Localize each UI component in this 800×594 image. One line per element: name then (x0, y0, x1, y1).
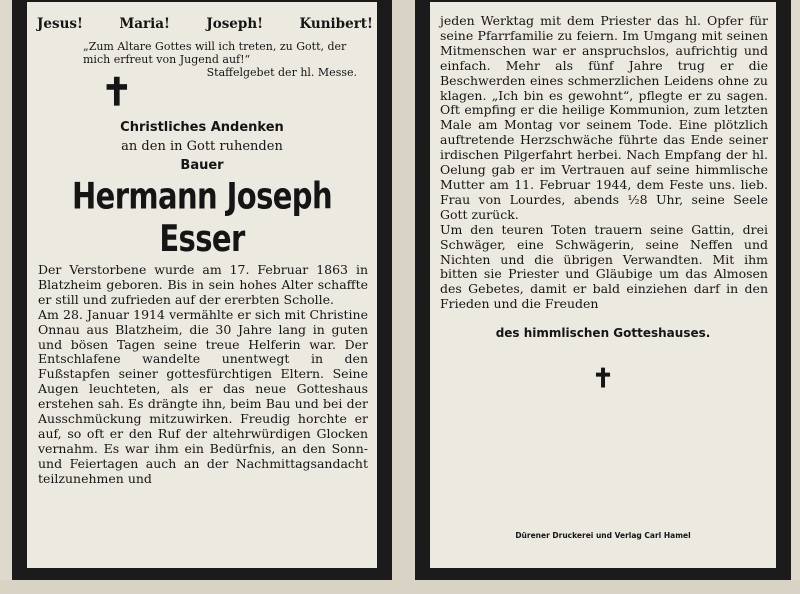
invocation-header (27, 2, 377, 32)
closing-line: des himmlischen Gotteshauses. (495, 326, 711, 341)
card-fold (392, 0, 415, 594)
intro-block (27, 118, 377, 175)
motto-source: Staffelgebet der hl. Messe. (206, 66, 357, 79)
cross-icon: ✝ (592, 364, 614, 395)
biography-paragraph: Am 28. Januar 1914 vermählte er sich mit Christine Onnau aus Blatzheim, die 30 Jahre lang in guten und bösen Tagen seine treue Helferin war. Der Entschlafene wandelte unentwegt in den Fußstapfen seiner gottesfürchtigen Eltern. Seine Augen leuchteten, als er das neue Gotteshaus erstehen sah. Es drängte ihn, beim Bau und bei der Ausschmückung mitzuwirken. Freudig horchte er auf, so oft er den Ruf der altehrwürdigen Glocken vernahm. Es war ihm ein Bedürfnis, an den Sonn- und Feiertagen auch an der Nachmittagsandacht teilzunehmen und (38, 306, 368, 486)
motto-quote (83, 40, 369, 79)
deceased-name: Hermann Joseph Esser (71, 174, 333, 260)
biography-paragraph: Der Verstorbene wurde am 17. Februar 1863 in Blatzheim geboren. Bis in sein hohes Alter schaffte er still und zufrieden auf der ererbten Scholle. (38, 262, 368, 307)
motto-text: „Zum Altare Gottes will ich treten, zu Gott, der mich erfreut von Jugend auf!“ (83, 40, 347, 66)
biography-paragraph: jeden Werktag mit dem Priester das hl. Opfer für seine Pfarrfamilie zu feiern. Im Umgang mit seinen Mitmenschen war er anspruchslos, aufrichtig und einfach. Mehr als fünf Jahre trug er die Beschwerden eines schmerzlichen Leidens ohne zu klagen. „Ich bin es gewohnt“, pflegte er zu sagen. Oft empfing er die heilige Kommunion, zum letzten Male am Montag vor seinem Tode. Eine plötzlich auftretende Herzschwäche führte das Ende seiner irdischen Pilgerfahrt herbei. Nach Empfang der hl. Oelung gab er im Vertrauen auf seine himmlische Mutter am 11. Februar 1944, dem Feste uns. lieb. Frau von Lourdes, abends ½8 Uhr, seine Seele Gott zurück. (440, 13, 768, 222)
intro-line: an den in Gott ruhenden (121, 139, 283, 154)
occupation: Bauer (180, 158, 224, 173)
left-card-paper (27, 2, 377, 568)
bottom-border (0, 580, 800, 594)
biography-paragraph: Um den teuren Toten trauern seine Gattin, drei Schwäger, eine Schwägerin, seine Neffen und Nichten und die übrigen Verwandten. Mit ihm bitten sie Priester und Gläubige um das Almosen des Gebetes, damit er bald einziehen darf in den Frieden und die Freuden (440, 221, 768, 312)
invocation-kunibert: Kunibert! (299, 16, 373, 32)
intro-title: Christliches Andenken (120, 120, 284, 135)
invocation-maria: Maria! (119, 16, 170, 32)
invocation-jesus: Jesus! (37, 16, 83, 32)
biography-text-left (27, 263, 377, 487)
right-card-paper (430, 2, 776, 568)
left-card-panel (12, 0, 392, 580)
cross-icon: ✝ (100, 69, 133, 114)
invocation-joseph: Joseph! (206, 16, 264, 32)
right-card-panel (415, 0, 791, 580)
printer-imprint: Dürener Druckerei und Verlag Carl Hamel (515, 531, 691, 540)
biography-text-right (430, 2, 776, 312)
